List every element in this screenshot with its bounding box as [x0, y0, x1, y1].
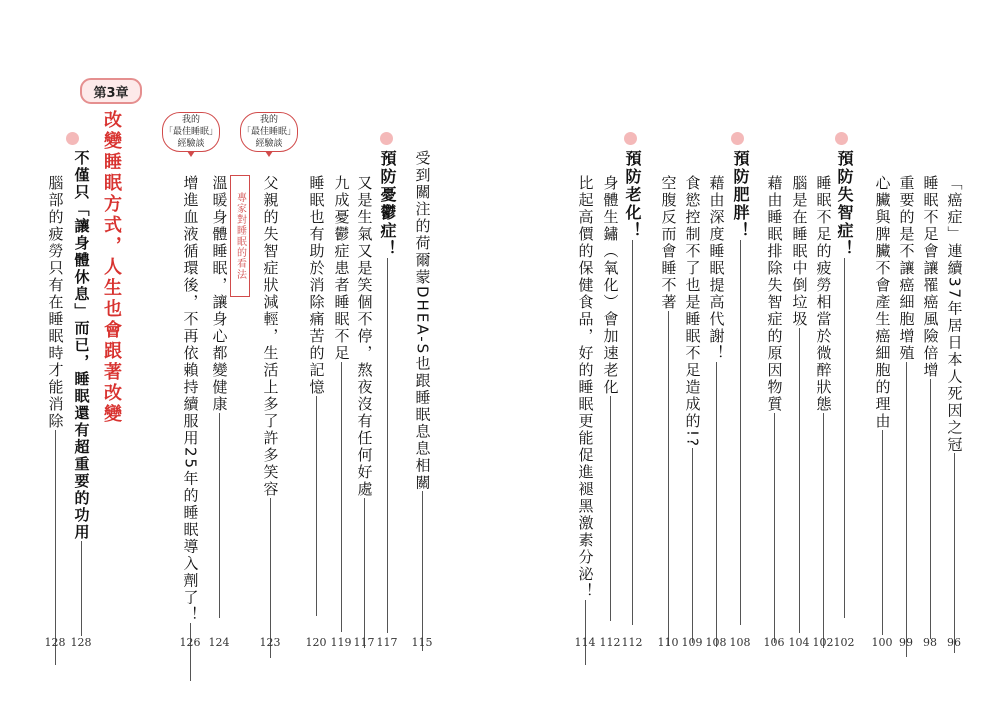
toc-heading-text: 預防失智症！	[835, 150, 854, 258]
toc-entry[interactable]	[255, 175, 285, 658]
toc-entry[interactable]	[407, 150, 437, 651]
chapter-title-text: 改變睡眠方式，人生也會跟著改變	[101, 110, 122, 425]
toc-entry-text: 睡眠不足的疲勞相當於微醉狀態	[814, 175, 833, 413]
page-number: 124	[208, 636, 230, 649]
page-number: 123	[259, 636, 281, 649]
leader-line	[364, 498, 365, 648]
toc-entry-heading[interactable]	[617, 150, 647, 625]
leader-line	[190, 623, 191, 681]
leader-line	[692, 448, 693, 643]
expert-label: 專家對睡眠的看法	[230, 175, 250, 297]
toc-entry-text: 比起高價的保健食品，好的睡眠更能促進褪黑激素分泌！	[576, 175, 595, 600]
page-number: 128	[70, 636, 92, 649]
toc-entry-heading[interactable]	[725, 150, 755, 625]
toc-entry-text: 受到關注的荷爾蒙DHEA-S也跟睡眠息息相關	[413, 150, 432, 492]
page-number: 120	[305, 636, 327, 649]
bullet-dot	[624, 132, 637, 145]
toc-entry-text: 增進血液循環後，不再依賴持續服用25年的睡眠導入劑了！	[181, 175, 200, 624]
leader-line	[341, 362, 342, 632]
leader-line	[668, 311, 669, 646]
toc-entry-text: 身體生鏽（氧化）會加速老化	[601, 175, 620, 396]
leader-line	[316, 396, 317, 616]
chapter-badge: 第3章	[80, 78, 142, 104]
toc-entry-heading[interactable]	[829, 150, 859, 618]
leader-line	[823, 413, 824, 648]
page-number: 117	[376, 636, 398, 649]
chapter-title	[96, 110, 126, 425]
page-number: 119	[330, 636, 352, 649]
page-number: 126	[179, 636, 201, 649]
leader-line	[585, 600, 586, 665]
toc-heading-text: 預防肥胖！	[731, 150, 750, 240]
toc-entry-text: 腦是在睡眠中倒垃圾	[790, 175, 809, 328]
toc-entry-text: 又是生氣又是笑個不停，熬夜沒有任何好處	[355, 175, 374, 498]
leader-line	[882, 430, 883, 635]
leader-line	[81, 541, 82, 636]
leader-line	[740, 240, 741, 625]
toc-entry-text: 九成憂鬱症患者睡眠不足	[332, 175, 351, 362]
leader-line	[799, 328, 800, 633]
page-number: 109	[681, 636, 703, 649]
toc-heading-text: 預防老化！	[623, 150, 642, 240]
leader-line	[632, 240, 633, 625]
page-number: 115	[411, 636, 433, 649]
toc-entry-text: 父親的失智症狀減輕，生活上多了許多笑容	[261, 175, 280, 498]
toc-entry-text: 不僅只「讓身體休息」而已，睡眠還有超重要的功用	[72, 150, 91, 541]
toc-heading-text: 預防憂鬱症！	[378, 150, 397, 258]
experience-bubble: 我的 「最佳睡眠」 經驗談	[162, 112, 220, 152]
page-number: 114	[574, 636, 596, 649]
toc-entry-text: 溫暖身體睡眠，讓身心都變健康	[210, 175, 229, 413]
leader-line	[610, 396, 611, 621]
toc-entry-text: 睡眠不足會讓罹癌風險倍增	[921, 175, 940, 379]
toc-entry-text: 睡眠也有助於消除痛苦的記憶	[307, 175, 326, 396]
toc-entry-text: 重要的是不讓癌細胞增殖	[897, 175, 916, 362]
toc-entry-heading[interactable]	[372, 150, 402, 633]
page-number: 104	[788, 636, 810, 649]
page-number: 110	[657, 636, 679, 649]
toc-entry-text: 「癌症」連續37年居日本人死因之冠	[945, 175, 964, 454]
toc-entry-text: 藉由深度睡眠提高代謝！	[707, 175, 726, 362]
leader-line	[270, 498, 271, 658]
page-number: 99	[899, 636, 913, 649]
toc-entry[interactable]	[175, 175, 205, 681]
toc-entry[interactable]	[939, 175, 969, 653]
leader-line	[219, 413, 220, 618]
leader-line	[906, 362, 907, 657]
leader-line	[930, 379, 931, 639]
page-number: 112	[599, 636, 621, 649]
leader-line	[716, 362, 717, 647]
toc-entry[interactable]	[66, 150, 96, 636]
page-number: 117	[353, 636, 375, 649]
leader-line	[954, 453, 955, 653]
bullet-dot	[380, 132, 393, 145]
page-number: 106	[763, 636, 785, 649]
bullet-dot	[731, 132, 744, 145]
page-number: 100	[871, 636, 893, 649]
toc-entry-text: 藉由睡眠排除失智症的原因物質	[765, 175, 784, 413]
leader-line	[774, 413, 775, 643]
toc-entry-text: 食慾控制不了也是睡眠不足造成的!?	[683, 175, 702, 448]
page-number: 108	[729, 636, 751, 649]
experience-bubble: 我的 「最佳睡眠」 經驗談	[240, 112, 298, 152]
page-number: 112	[621, 636, 643, 649]
leader-line	[387, 258, 388, 633]
page-number: 128	[44, 636, 66, 649]
page-number: 98	[923, 636, 937, 649]
bullet-dot	[835, 132, 848, 145]
page-number: 96	[947, 636, 961, 649]
leader-line	[844, 258, 845, 618]
toc-entry-text: 空腹反而會睡不著	[659, 175, 678, 311]
toc-entry-text: 腦部的疲勞只有在睡眠時才能消除	[46, 175, 65, 430]
leader-line	[55, 430, 56, 665]
page-number: 102	[833, 636, 855, 649]
bullet-dot	[66, 132, 79, 145]
toc-entry-text: 心臟與脾臟不會產生癌細胞的理由	[873, 175, 892, 430]
page-number: 102	[812, 636, 834, 649]
leader-line	[422, 491, 423, 651]
page-number: 108	[705, 636, 727, 649]
